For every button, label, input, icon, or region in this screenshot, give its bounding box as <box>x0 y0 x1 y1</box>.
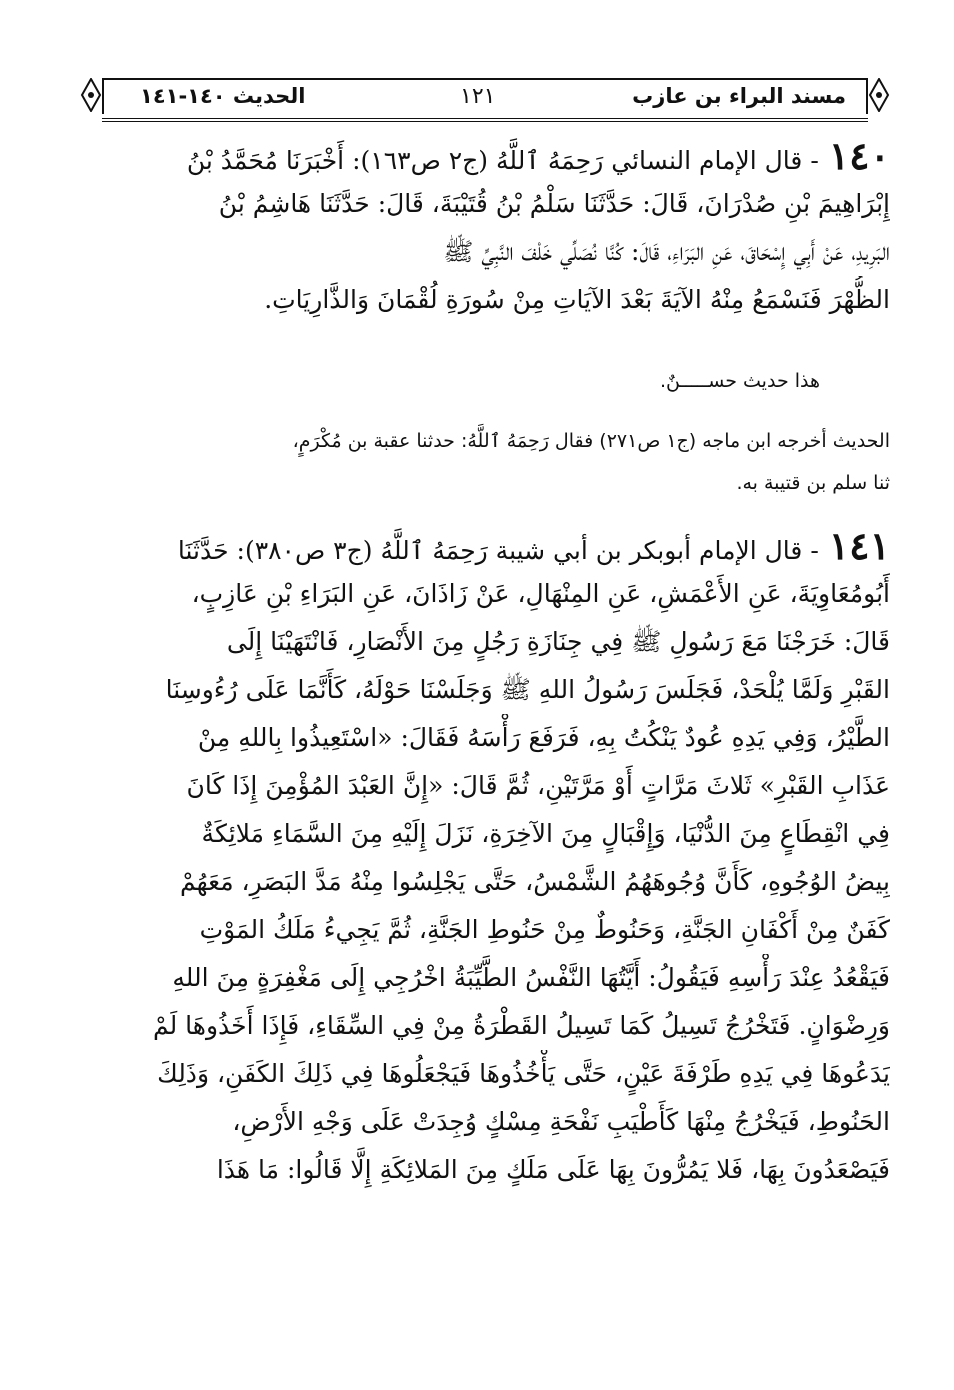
hadith-line: بِيضُ الوُجُوهِ، كَأَنَّ وُجُوهَهُمُ الشَّمْسُ، حَتَّى يَجْلِسُوا مِنْهُ مَدَّ البَصَرِ، مَعَهُمْ <box>179 867 890 896</box>
book-section-title: مسند البراء بن عازب <box>632 84 846 108</box>
page-number: ١٢١ <box>460 84 496 109</box>
hadith-line: إِبْرَاهِيمَ بْنِ صُدْرَانَ، قَالَ: حَدَّثَنَا سَلْمُ بْنُ قُتَيْبَةَ، قَالَ: حَدَّثَنَا هَاشِمُ بْنُ <box>218 189 890 218</box>
hadith-line: عَذَابِ القَبْرِ» ثَلاثَ مَرَّاتٍ أَوْ مَرَّتَيْنِ، ثُمَّ قَالَ: «إِنَّ العَبْدَ المُؤْمِنَ إِذَا كَانَ <box>186 771 890 800</box>
hadith-140 <box>100 132 890 324</box>
hadith-141 <box>100 522 890 1194</box>
hadith-line: وَرِضْوَانٍ. فَتَخْرُجُ تَسِيلُ كَمَا تَسِيلُ القَطْرَةُ مِنْ فِي السِّقَاءِ، فَإِذَا أَخَذُوهَا لَمْ <box>152 1011 890 1040</box>
hadith-line <box>100 522 890 570</box>
hadith-line: الظُّهْرَ فَنَسْمَعُ مِنْهُ الآيَةَ بَعْدَ الآيَاتِ مِنْ سُورَةِ لُقْمَانَ وَالذَّارِيَاتِ. <box>264 285 890 314</box>
hadith-140-grade <box>100 366 890 396</box>
hadith-line: الطَّيْرُ، وَفِي يَدِهِ عُودٌ يَنْكُتُ بِهِ، فَرَفَعَ رَأْسَهُ فَقَالَ: «اسْتَعِيذُوا بِاللهِ مِنْ <box>197 723 890 752</box>
ornament-left-icon <box>80 78 102 112</box>
hadith-140-notes <box>100 426 890 498</box>
hadith-line: فَيَقْعُدُ عِنْدَ رَأْسِهِ فَيَقُولُ: أَيَّتُهَا النَّفْسُ الطَّيِّبَةُ اخْرُجِي إِلَى مَغْفِرَةٍ مِنَ اللهِ <box>172 963 890 992</box>
hadith-line <box>100 132 890 180</box>
hadith-text: - قال الإمام أبوبكر بن أبي شيبة رَحِمَهُ ٱللَّهُ (ج٣ ص٣٨٠): حَدَّثَنَا <box>177 536 819 565</box>
hadith-line: فِي انْقِطَاعٍ مِنَ الدُّنْيَا، وَإِقْبَالٍ مِنَ الآخِرَةِ، نَزَلَ إِلَيْهِ مِنَ السَّمَاءِ مَلائِكَةٌ <box>201 819 890 848</box>
hadith-line: البَرِيدِ، عَنْ أَبِي إِسْحَاقَ، عَنِ البَرَاءِ، قَالَ: كُنَّا نُصَلِّي خَلْفَ النَّبِيِّ ﷺ <box>443 237 890 266</box>
note-line: الحديث أخرجه ابن ماجه (ج١ ص٢٧١) فقال رَحِمَهُ ٱللَّهُ: حدثنا عقبة بن مُكْرَمٍ، <box>292 430 890 452</box>
hadith-text: - قال الإمام النسائي رَحِمَهُ ٱللَّهُ (ج٢ ص١٦٣): أَخْبَرَنَا مُحَمَّدُ بْنُ <box>186 146 819 175</box>
hadith-number: ١٤١ <box>828 523 890 568</box>
hadith-line: كَفَنٌ مِنْ أَكْفَانِ الجَنَّةِ، وَحَنُوطٌ مِنْ حَنُوطِ الجَنَّةِ، ثُمَّ يَجِيءُ مَلَكُ المَوْتِ <box>199 915 890 944</box>
note-line: ثنا سلم بن قتيبة به. <box>736 472 890 494</box>
hadith-line: فَيَصْعَدُونَ بِهَا، فَلا يَمُرُّونَ بِهَا عَلَى مَلَكٍ مِنَ المَلائِكَةِ إِلَّا قَالُوا: مَا هَذَا <box>216 1155 890 1184</box>
grade-text: هذا حديث حســـــنٌ. <box>659 370 820 392</box>
hadith-number: ١٤٠ <box>828 133 890 178</box>
ornament-right-icon <box>868 78 890 112</box>
hadith-line: الحَنُوطِ، فَيَخْرُجُ مِنْهَا كَأَطْيَبِ نَفْحَةِ مِسْكٍ وُجِدَتْ عَلَى وَجْهِ الأَرْضِ، <box>232 1107 890 1136</box>
hadith-line: قَالَ: خَرَجْنَا مَعَ رَسُولِ ﷺ فِي جِنَازَةِ رَجُلٍ مِنَ الأَنْصَارِ، فَانْتَهَيْنَا إِلَى <box>226 627 890 656</box>
hadith-line: يَدَعُوهَا فِي يَدِهِ طَرْفَةَ عَيْنٍ، حَتَّى يَأْخُذُوهَا فَيَجْعَلُوهَا فِي ذَلِكَ الكَفَنِ، وَذَلِكَ <box>157 1059 890 1088</box>
hadith-line: القَبْرِ وَلَمَّا يُلْحَدْ، فَجَلَسَ رَسُولُ اللهِ ﷺ وَجَلَسْنَا حَوْلَهُ، كَأَنَّمَا عَلَى رُءُوسِنَا <box>165 675 890 704</box>
running-header <box>80 74 890 124</box>
hadith-range: الحديث ١٤٠-١٤١ <box>140 84 306 108</box>
hadith-line: أَبُومُعَاوِيَةَ، عَنِ الأَعْمَشِ، عَنِ المِنْهَالِ، عَنْ زَاذَانَ، عَنِ البَرَاءِ بْنِ عَازِبٍ، <box>191 579 890 608</box>
